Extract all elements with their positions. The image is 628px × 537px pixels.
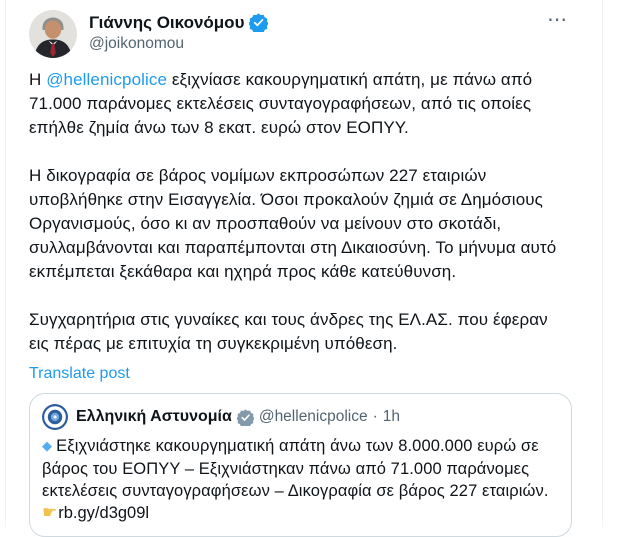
verified-badge-icon	[249, 13, 268, 32]
quoted-separator-dot: ·	[372, 408, 378, 425]
tweet-paragraph-2: Η δικογραφία σε βάρος νομίμων εκπροσώπων 227 εταιριών υποβλήθηκε στην Εισαγγελία. Όσοι προκαλούν ζημιά σε Δημόσιους Οργανισμούς, όσο κι αν προσπαθούν να μείνουν στο σκοτάδι, συλλαμβάνονται και παραπέμπονται στη Δικαιοσύνη. Το μήνυμα αυτό εκπέμπεται ξεκάθαρα και ηχηρά προς κάθε κατεύθυνση.	[29, 166, 557, 281]
tweet-column	[5, 0, 603, 527]
p1-prefix: Η	[29, 70, 47, 89]
translate-post-link[interactable]: Translate post	[29, 365, 130, 382]
tweet-header	[29, 7, 572, 58]
quoted-tweet-text	[42, 435, 559, 502]
quoted-text-content: Εξιχνιάστηκε κακουργηματική απάτη άνω των 8.000.000 ευρώ σε βάρος του ΕΟΠΥΥ – Εξιχνιάστηκαν πάνω από 71.000 παράνομες εκτελέσεις συνταγογραφήσεων – Δικογραφία σε βάρος 227 εταιριών.	[42, 437, 549, 500]
mention-link-hellenicpolice[interactable]: @hellenicpolice	[46, 70, 168, 89]
author-block	[89, 10, 543, 54]
quoted-link-line	[42, 502, 559, 524]
quoted-author-handle[interactable]: @hellenicpolice	[258, 408, 368, 425]
p1-rest: εξιχνίασε κακουργηματική απάτη, με πάνω από 71.000 παράνομες εκτελέσεις συνταγογραφήσεων, από τις οποίες επήλθε ζημία άνω των 8 εκατ. ευρώ στον ΕΟΠΥΥ.	[29, 70, 533, 137]
quoted-verified-badge-gray-icon	[237, 409, 254, 426]
quoted-timestamp: 1h	[382, 408, 401, 425]
quoted-tweet-header	[42, 404, 559, 430]
author-avatar[interactable]	[29, 10, 77, 58]
police-logo-icon	[42, 404, 68, 430]
author-avatar-image	[29, 10, 77, 58]
more-options-button[interactable]: ⋯	[547, 7, 568, 31]
quoted-author-avatar[interactable]	[42, 404, 68, 430]
quoted-short-link: rb.gy/d3g09l	[58, 504, 150, 522]
author-name-line	[89, 12, 543, 33]
pointing-hand-icon: ☛	[42, 503, 58, 523]
quoted-tweet-card[interactable]	[29, 393, 572, 537]
tweet-paragraph-1	[29, 68, 572, 140]
quoted-author-name[interactable]: Ελληνική Αστυνομία	[76, 408, 232, 425]
author-handle[interactable]: @joikonomou	[89, 35, 185, 52]
author-name[interactable]: Γιάννης Οικονόμου	[89, 13, 245, 32]
blue-diamond-icon: ◆	[42, 439, 53, 454]
tweet-paragraph-3: Συγχαρητήρια στις γυναίκες και τους άνδρες της ΕΛ.ΑΣ. που έφεραν εις πέρας με επιτυχία τη συγκεκριμένη υπόθεση.	[29, 310, 548, 353]
tweet-body	[29, 68, 572, 356]
